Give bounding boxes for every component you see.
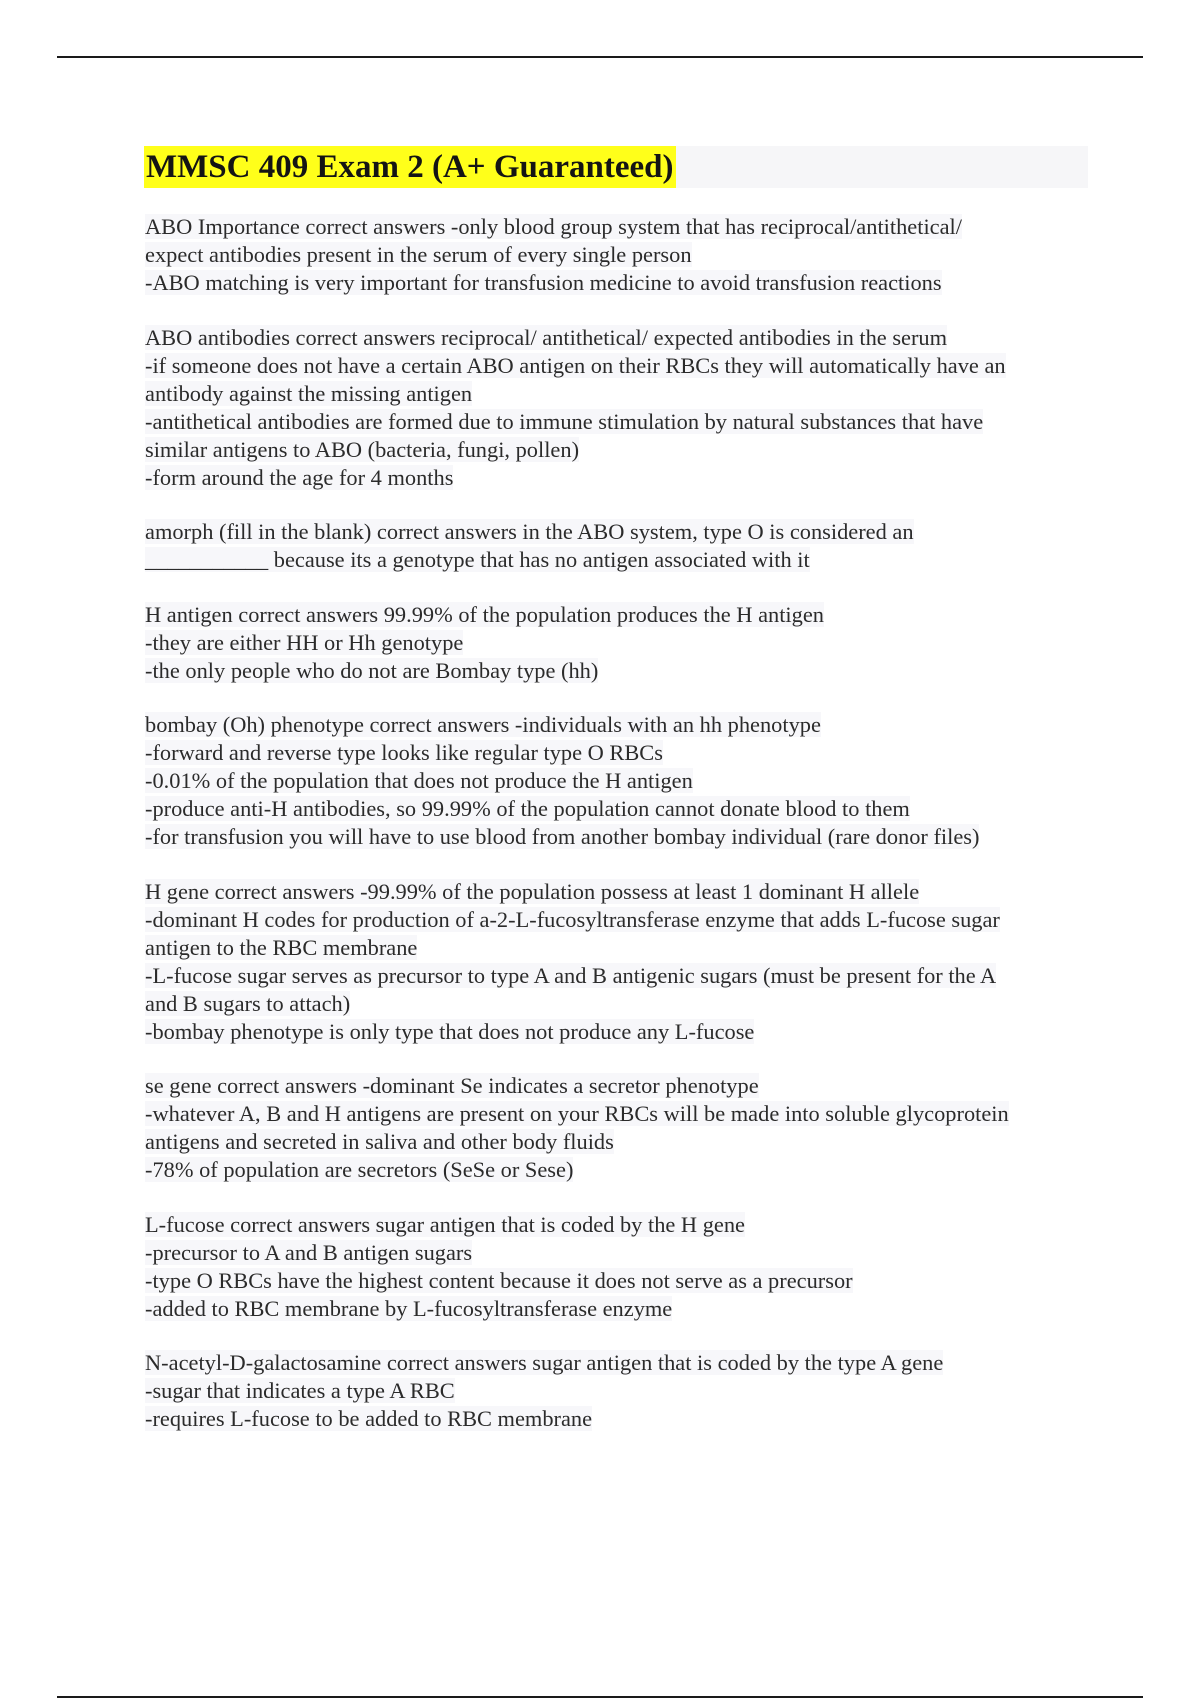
entry-l-fucose <box>145 1211 1095 1323</box>
entry-line: se gene correct answers -dominant Se indicates a secretor phenotype <box>145 1073 759 1098</box>
entry-line: expect antibodies present in the serum of every single person <box>145 242 692 267</box>
document-title: MMSC 409 Exam 2 (A+ Guaranteed) <box>144 146 676 188</box>
entry-line: -antithetical antibodies are formed due to immune stimulation by natural substances that have <box>145 408 984 434</box>
entry-abo-importance <box>145 213 1095 297</box>
entry-line: -added to RBC membrane by L-fucosyltransferase enzyme <box>145 1295 673 1321</box>
entry-line: H gene correct answers -99.99% of the population possess at least 1 dominant H allele <box>145 878 920 904</box>
entry-line: -they are either HH or Hh genotype <box>145 629 464 655</box>
entry-line: -whatever A, B and H antigens are present on your RBCs will be made into soluble glycoprotein <box>145 1101 1009 1126</box>
entry-line: ABO antibodies correct answers reciprocal/ antithetical/ expected antibodies in the serum <box>145 324 948 350</box>
entry-line: and B sugars to attach) <box>145 990 351 1016</box>
entry-line: amorph (fill in the blank) correct answers in the ABO system, type O is considered an <box>145 519 914 544</box>
entry-line: -0.01% of the population that does not produce the H antigen <box>145 768 693 793</box>
bottom-rule <box>57 1696 1143 1698</box>
entry-h-gene <box>145 878 1095 1046</box>
entry-line: similar antigens to ABO (bacteria, fungi, pollen) <box>145 436 580 462</box>
entry-line: ABO Importance correct answers -only blood group system that has reciprocal/antithetical/ <box>145 214 962 239</box>
entry-amorph <box>145 518 1095 574</box>
entry-line: L-fucose correct answers sugar antigen that is coded by the H gene <box>145 1211 745 1237</box>
entry-line: -bombay phenotype is only type that does not produce any L-fucose <box>145 1018 755 1044</box>
entry-line: antigens and secreted in saliva and other body fluids <box>145 1129 614 1154</box>
entry-bombay-phenotype <box>145 711 1095 851</box>
entry-line: -78% of population are secretors (SeSe or Sese) <box>145 1157 574 1182</box>
entry-line: antigen to the RBC membrane <box>145 934 418 960</box>
entry-line: -the only people who do not are Bombay type (hh) <box>145 657 599 683</box>
top-rule <box>57 56 1143 58</box>
entry-line: -if someone does not have a certain ABO antigen on their RBCs they will automatically have an <box>145 352 1006 378</box>
entry-line: -dominant H codes for production of a-2-L-fucosyltransferase enzyme that adds L-fucose sugar <box>145 906 1000 932</box>
entry-line: N-acetyl-D-galactosamine correct answers sugar antigen that is coded by the type A gene <box>145 1350 944 1375</box>
entry-line: -L-fucose sugar serves as precursor to type A and B antigenic sugars (must be present for the A <box>145 962 997 988</box>
entry-line: -form around the age for 4 months <box>145 464 454 490</box>
entry-line: H antigen correct answers 99.99% of the population produces the H antigen <box>145 601 824 627</box>
entry-line: -ABO matching is very important for transfusion medicine to avoid transfusion reactions <box>145 270 942 295</box>
entry-line: -precursor to A and B antigen sugars <box>145 1239 473 1265</box>
entry-abo-antibodies <box>145 324 1095 492</box>
entry-se-gene <box>145 1072 1095 1184</box>
entry-line: -forward and reverse type looks like regular type O RBCs <box>145 740 663 765</box>
entry-line: -type O RBCs have the highest content because it does not serve as a precursor <box>145 1267 853 1293</box>
entry-line: -requires L-fucose to be added to RBC membrane <box>145 1406 593 1431</box>
entry-line: antibody against the missing antigen <box>145 380 473 406</box>
entry-line: ___________ because its a genotype that has no antigen associated with it <box>145 547 810 572</box>
entry-line: bombay (Oh) phenotype correct answers -individuals with an hh phenotype <box>145 712 821 737</box>
entry-h-antigen <box>145 601 1095 685</box>
entry-line: -produce anti-H antibodies, so 99.99% of the population cannot donate blood to them <box>145 796 910 821</box>
entry-n-acetyl-d-galactosamine <box>145 1349 1095 1433</box>
entry-line: -sugar that indicates a type A RBC <box>145 1378 455 1403</box>
document-body <box>145 213 1095 1460</box>
entry-line: -for transfusion you will have to use blood from another bombay individual (rare donor files) <box>145 824 980 849</box>
